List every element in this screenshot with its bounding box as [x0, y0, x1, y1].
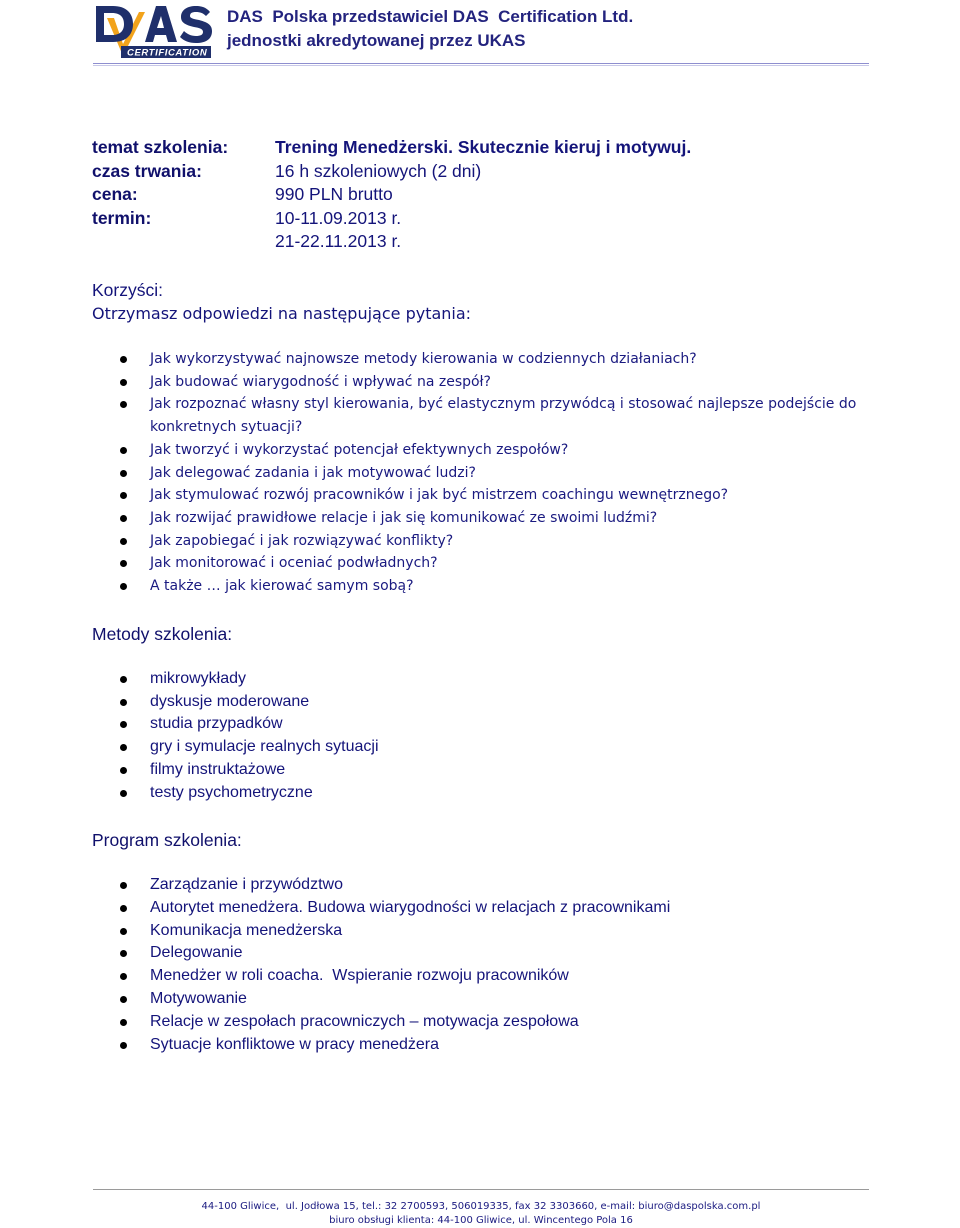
logo-subtext: CERTIFICATION	[127, 47, 208, 59]
list-item: Jak delegować zadania i jak motywować ludzi?	[118, 462, 858, 485]
info-key: termin:	[92, 207, 152, 228]
info-row-duration	[92, 160, 691, 184]
footer-office: biuro obsługi klienta: 44-100 Gliwice, ul. Wincentego Pola 16	[329, 1215, 633, 1226]
list-item: Jak wykorzystywać najnowsze metody kierowania w codziennych działaniach?	[118, 348, 858, 371]
header-divider-secondary	[93, 65, 869, 66]
das-logo-graphic	[93, 4, 215, 62]
info-value: 16 h szkoleniowych (2 dni)	[275, 160, 482, 181]
list-item: Sytuacje konfliktowe w pracy menedżera	[118, 1034, 670, 1057]
info-key: temat szkolenia:	[92, 137, 229, 157]
header-title-block	[227, 5, 633, 53]
footer-address: 44-100 Gliwice, ul. Jodłowa 15, tel.: 32 2700593, 506019335, fax 32 3303660, e-mail: biuro@daspolska.com.pl	[201, 1201, 761, 1212]
header-line-1: DAS Polska przedstawiciel DAS Certification Ltd.	[227, 7, 634, 26]
header-divider	[93, 63, 869, 64]
methods-list	[118, 668, 379, 804]
info-row-price	[92, 183, 691, 207]
list-item: Delegowanie	[118, 942, 670, 965]
program-list	[118, 874, 670, 1056]
benefits-lead: Otrzymasz odpowiedzi na następujące pytania:	[92, 304, 472, 323]
info-row-date	[92, 207, 691, 231]
info-key: czas trwania:	[92, 160, 202, 181]
das-logo	[93, 4, 215, 62]
program-heading: Program szkolenia:	[92, 830, 242, 850]
info-key: cena:	[92, 184, 138, 204]
info-value: 21-22.11.2013 r.	[275, 231, 402, 251]
info-row-topic	[92, 136, 691, 160]
list-item: Jak rozwijać prawidłowe relacje i jak się komunikować ze swoimi ludźmi?	[118, 507, 858, 530]
course-info-block	[92, 136, 691, 254]
list-item: Jak rozpoznać własny styl kierowania, być elastycznym przywódcą i stosować najlepsze podejście do konkretnych sytuacji?	[118, 393, 858, 438]
info-value: 990 PLN brutto	[275, 184, 393, 204]
benefits-heading: Korzyści:	[92, 280, 163, 300]
list-item: Zarządzanie i przywództwo	[118, 874, 670, 897]
list-item: A także … jak kierować samym sobą?	[118, 575, 858, 598]
header-line-2: jednostki akredytowanej przez UKAS	[227, 31, 526, 50]
info-value: Trening Menedżerski. Skutecznie kieruj i motywuj.	[275, 137, 692, 157]
footer-divider	[93, 1189, 869, 1190]
list-item: mikrowykłady	[118, 668, 379, 691]
list-item: Menedżer w roli coacha. Wspieranie rozwoju pracowników	[118, 965, 670, 988]
list-item: studia przypadków	[118, 713, 379, 736]
list-item: Jak budować wiarygodność i wpływać na zespół?	[118, 371, 858, 394]
list-item: gry i symulacje realnych sytuacji	[118, 736, 379, 759]
list-item: Komunikacja menedżerska	[118, 920, 670, 943]
info-value: 10-11.09.2013 r.	[275, 207, 402, 228]
list-item: Autorytet menedżera. Budowa wiarygodności w relacjach z pracownikami	[118, 897, 670, 920]
page-footer	[93, 1200, 869, 1228]
page-header	[0, 0, 960, 70]
list-item: filmy instruktażowe	[118, 759, 379, 782]
list-item: Relacje w zespołach pracowniczych – motywacja zespołowa	[118, 1011, 670, 1034]
methods-heading: Metody szkolenia:	[92, 624, 233, 644]
info-row-date-2	[92, 230, 691, 254]
list-item: dyskusje moderowane	[118, 691, 379, 714]
list-item: Motywowanie	[118, 988, 670, 1011]
info-key	[92, 230, 275, 254]
list-item: testy psychometryczne	[118, 782, 379, 805]
list-item: Jak zapobiegać i jak rozwiązywać konflikty?	[118, 530, 858, 553]
list-item: Jak stymulować rozwój pracowników i jak być mistrzem coachingu wewnętrznego?	[118, 484, 858, 507]
list-item: Jak tworzyć i wykorzystać potencjał efektywnych zespołów?	[118, 439, 858, 462]
benefits-list	[118, 348, 858, 598]
list-item: Jak monitorować i oceniać podwładnych?	[118, 552, 858, 575]
